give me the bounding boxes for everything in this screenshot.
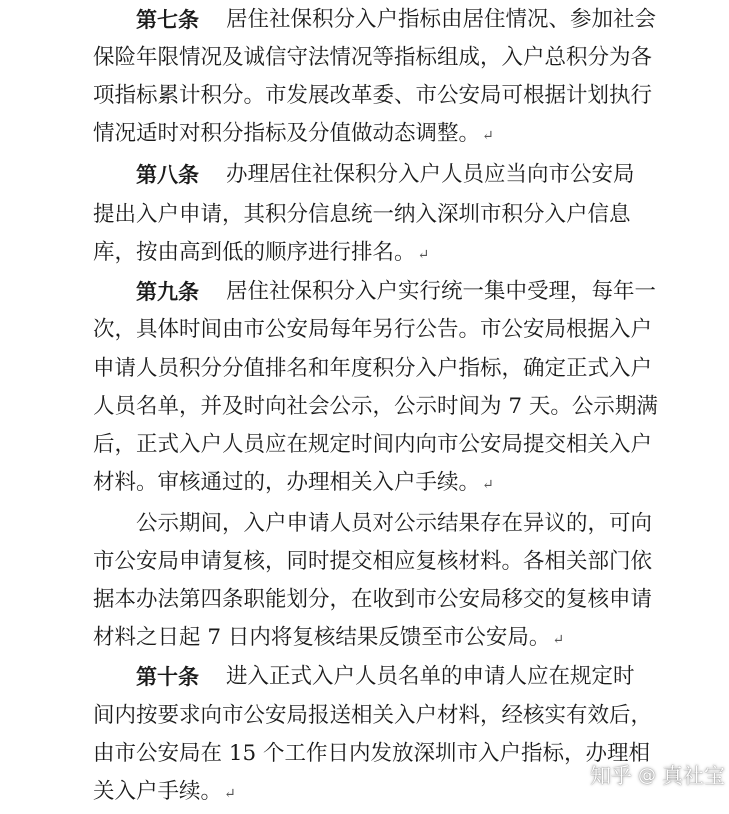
article-9-line-6 bbox=[0, 463, 729, 503]
article-10-line-2 bbox=[0, 696, 729, 736]
paragraph-mark-icon: ↵ bbox=[417, 247, 430, 263]
article-7-line-2 bbox=[0, 38, 729, 78]
article-7-text: 保险年限情况及诚信守法情况等指标组成，入户总积分为各 bbox=[93, 45, 653, 70]
article-9-text: 后，正式入户人员应在规定时间内向市公安局提交相关入户 bbox=[93, 432, 653, 457]
watermark-site: 知乎 bbox=[590, 764, 632, 788]
article-7-heading: 第七条 bbox=[136, 8, 199, 32]
article-9-line-4 bbox=[0, 387, 729, 427]
paragraph-mark-icon: ↵ bbox=[224, 786, 236, 802]
article-8-heading: 第八条 bbox=[136, 163, 199, 187]
review-paragraph-text: 公示期间，入户申请人员对公示结果存在异议的，可向 bbox=[136, 511, 653, 536]
review-paragraph-line-3 bbox=[0, 580, 729, 620]
article-10-text: 进入正式入户人员名单的申请人应在规定时 bbox=[226, 664, 635, 689]
article-10-line-1 bbox=[0, 657, 729, 697]
paragraph-mark-icon: ↵ bbox=[552, 632, 565, 648]
article-7-line-3 bbox=[0, 76, 729, 116]
article-9-line-1 bbox=[0, 272, 729, 312]
review-paragraph-text: 市公安局申请复核，同时提交相应复核材料。各相关部门依 bbox=[93, 549, 653, 574]
review-paragraph-line-2 bbox=[0, 542, 729, 582]
article-9-line-2 bbox=[0, 310, 729, 350]
article-10-text: 关入户手续。 ↵ bbox=[93, 779, 236, 804]
article-9-text: 申请人员积分分值排名和年度积分入户指标，确定正式入户 bbox=[93, 356, 653, 381]
review-paragraph-line-4 bbox=[0, 618, 729, 658]
article-8-line-1 bbox=[0, 155, 729, 195]
article-9-line-5 bbox=[0, 425, 729, 465]
zhihu-watermark bbox=[590, 758, 725, 792]
article-8-text: 提出入户申请，其积分信息统一纳入深圳市积分入户信息 bbox=[93, 202, 631, 227]
article-9-text: 人员名单，并及时向社会公示，公示时间为 7 天。公示期满 bbox=[93, 394, 658, 419]
article-8-text: 办理居住社保积分入户人员应当向市公安局 bbox=[226, 162, 635, 187]
article-9-text: 居住社保积分入户实行统一集中受理，每年一 bbox=[226, 279, 657, 304]
article-10-text: 间内按要求向市公安局报送相关入户材料，经核实有效后， bbox=[93, 703, 653, 728]
article-10-text: 由市公安局在 15 个工作日内发放深圳市入户指标，办理相 bbox=[93, 741, 651, 766]
paragraph-mark-icon: ↵ bbox=[482, 477, 494, 493]
review-paragraph-text: 据本办法第四条职能划分，在收到市公安局移交的复核申请 bbox=[93, 587, 653, 612]
article-9-line-3 bbox=[0, 349, 729, 389]
article-7-text: 项指标累计积分。市发展改革委、市公安局可根据计划执行 bbox=[93, 83, 653, 108]
article-9-text: 材料。审核通过的，办理相关入户手续。 ↵ bbox=[93, 470, 494, 495]
article-7-text: 情况适时对积分指标及分值做动态调整。 ↵ bbox=[93, 121, 494, 146]
article-9-text: 次，具体时间由市公安局每年另行公告。市公安局根据入户 bbox=[93, 317, 653, 342]
article-9-heading: 第九条 bbox=[136, 280, 199, 304]
watermark-separator: @ bbox=[638, 764, 656, 786]
paragraph-mark-icon: ↵ bbox=[482, 128, 494, 144]
watermark-author: 真社宝 bbox=[662, 764, 725, 788]
article-7-text: 居住社保积分入户指标由居住情况、参加社会 bbox=[226, 7, 657, 32]
article-7-line-1 bbox=[0, 0, 729, 40]
review-paragraph-text: 材料之日起 7 日内将复核结果反馈至市公安局。 ↵ bbox=[93, 625, 565, 650]
article-8-line-2 bbox=[0, 195, 729, 235]
article-10-heading: 第十条 bbox=[136, 665, 199, 689]
article-8-text: 库，按由高到低的顺序进行排名。 ↵ bbox=[93, 240, 430, 265]
article-8-line-3 bbox=[0, 233, 729, 273]
article-7-line-4 bbox=[0, 114, 729, 154]
review-paragraph-line-1 bbox=[0, 504, 729, 544]
